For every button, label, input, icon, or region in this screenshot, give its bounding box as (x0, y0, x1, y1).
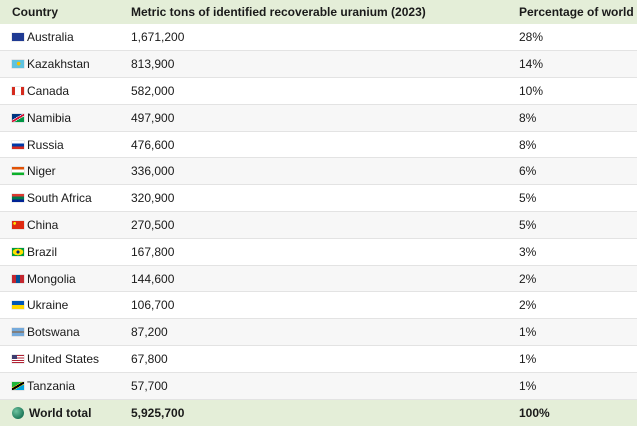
canada-flag-icon (12, 87, 24, 95)
country-name: Mongolia (27, 271, 76, 286)
country-cell (0, 212, 125, 239)
total-country-cell (0, 399, 125, 426)
percent-cell: 8% (513, 131, 637, 158)
tons-cell: 813,900 (125, 51, 513, 78)
ukraine-flag-icon (12, 301, 24, 309)
mongolia-flag-icon (12, 275, 24, 283)
country-name: Ukraine (27, 298, 69, 313)
tons-cell: 87,200 (125, 319, 513, 346)
tons-cell: 67,800 (125, 346, 513, 373)
table-row (0, 372, 637, 399)
kazakhstan-flag-icon (12, 60, 24, 68)
country-cell (0, 265, 125, 292)
percent-cell: 8% (513, 104, 637, 131)
table-row (0, 131, 637, 158)
country-name: South Africa (27, 191, 92, 206)
total-label: World total (29, 405, 92, 420)
country-name: Brazil (27, 244, 58, 259)
country-name: Russia (27, 137, 64, 152)
total-tons-cell: 5,925,700 (131, 405, 185, 420)
table-row (0, 265, 637, 292)
country-name: Australia (27, 30, 74, 45)
table-row (0, 346, 637, 373)
percent-cell: 3% (513, 238, 637, 265)
country-cell (0, 185, 125, 212)
country-cell (0, 238, 125, 265)
country-cell (0, 131, 125, 158)
table-row (0, 185, 637, 212)
percent-cell: 2% (513, 265, 637, 292)
percent-cell: 28% (513, 24, 637, 51)
tanzania-flag-icon (12, 382, 24, 390)
niger-flag-icon (12, 167, 24, 175)
percent-cell: 1% (513, 319, 637, 346)
country-cell (0, 372, 125, 399)
tons-cell: 57,700 (125, 372, 513, 399)
table-row (0, 158, 637, 185)
country-cell (0, 346, 125, 373)
tons-cell: 582,000 (125, 78, 513, 105)
table-row (0, 319, 637, 346)
globe-icon (12, 407, 24, 419)
table-row (0, 212, 637, 239)
country-cell (0, 292, 125, 319)
namibia-flag-icon (12, 114, 24, 122)
table-row (0, 238, 637, 265)
tons-cell: 106,700 (125, 292, 513, 319)
country-name: China (27, 217, 59, 232)
tons-cell: 320,900 (125, 185, 513, 212)
country-name: Namibia (27, 110, 72, 125)
country-cell (0, 24, 125, 51)
tons-cell: 476,600 (125, 131, 513, 158)
country-name: United States (27, 351, 100, 366)
percent-cell: 6% (513, 158, 637, 185)
table-row (0, 78, 637, 105)
country-name: Botswana (27, 325, 80, 340)
percent-cell: 5% (513, 212, 637, 239)
percent-cell: 5% (513, 185, 637, 212)
percent-cell: 1% (513, 372, 637, 399)
australia-flag-icon (12, 33, 24, 41)
percent-cell: 2% (513, 292, 637, 319)
country-cell (0, 104, 125, 131)
country-cell (0, 319, 125, 346)
brazil-flag-icon (12, 248, 24, 256)
country-column-header[interactable]: Country (12, 5, 58, 19)
country-name: Tanzania (27, 378, 76, 393)
tons-column-header[interactable]: Metric tons of identified recoverable uranium (2023) (131, 5, 426, 19)
united-states-flag-icon (12, 355, 24, 363)
percent-column-header[interactable]: Percentage of world (519, 5, 634, 19)
tons-cell: 270,500 (125, 212, 513, 239)
table-row (0, 51, 637, 78)
country-name: Canada (27, 83, 70, 98)
table-row (0, 104, 637, 131)
tons-cell: 144,600 (125, 265, 513, 292)
country-cell (0, 51, 125, 78)
total-percent-cell: 100% (519, 405, 550, 420)
country-name: Niger (27, 164, 56, 179)
botswana-flag-icon (12, 328, 24, 336)
tons-cell: 336,000 (125, 158, 513, 185)
south-africa-flag-icon (12, 194, 24, 202)
table-row (0, 24, 637, 51)
tons-cell: 497,900 (125, 104, 513, 131)
russia-flag-icon (12, 141, 24, 149)
percent-cell: 1% (513, 346, 637, 373)
world-total-row (0, 399, 637, 426)
tons-cell: 167,800 (125, 238, 513, 265)
table-row (0, 292, 637, 319)
china-flag-icon (12, 221, 24, 229)
country-cell (0, 78, 125, 105)
table-header-row (0, 0, 637, 24)
country-cell (0, 158, 125, 185)
country-name: Kazakhstan (27, 57, 90, 72)
percent-cell: 14% (513, 51, 637, 78)
tons-cell: 1,671,200 (125, 24, 513, 51)
percent-cell: 10% (513, 78, 637, 105)
